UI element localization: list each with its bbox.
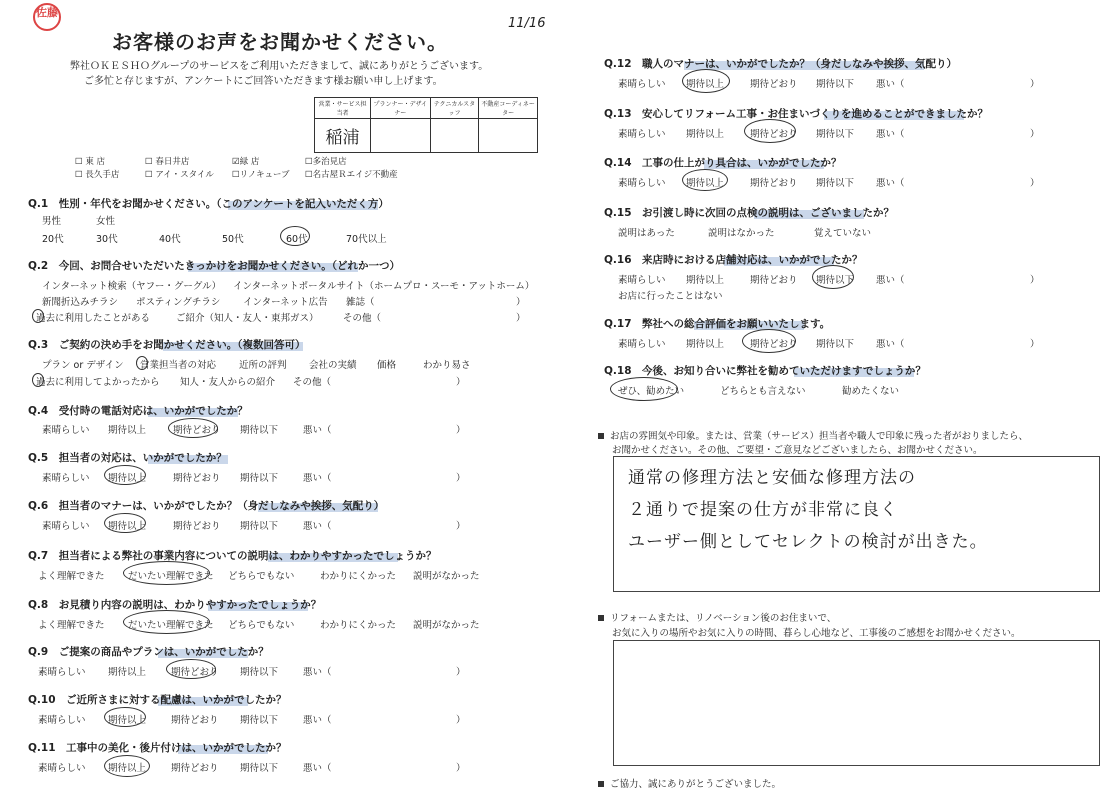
selection-circle [32, 309, 44, 323]
question-q9 [28, 644, 548, 678]
option[interactable]: 40代 [159, 234, 181, 245]
option[interactable]: 期待以上 [108, 667, 147, 678]
option[interactable]: 期待以下 [240, 763, 279, 774]
question-q15 [604, 205, 1104, 239]
selection-circle [742, 329, 796, 353]
comment-prompt-1: お店の雰囲気や印象。または、営業（サービス）担当者や職人で印象に残った者がおりましたら、 [598, 428, 1028, 442]
option[interactable]: 期待以下 [240, 715, 279, 726]
question-label: Q.17 弊社への総合評価をお願いいたします。 [604, 318, 831, 330]
option[interactable]: 期待どおり [171, 763, 219, 774]
option[interactable]: わかり易さ [423, 360, 471, 371]
selection-circle [610, 377, 678, 401]
option[interactable]: 説明はあった [618, 228, 675, 239]
question-q18 [604, 363, 1104, 397]
selection-circle [682, 169, 728, 191]
staff-header: テクニカルスタッフ [430, 98, 479, 119]
question-label: Q.13 安心してリフォーム工事・お住まいづくりを進めることができましたか？ [604, 108, 989, 120]
option-bracket: ） [456, 521, 466, 532]
option[interactable]: 素晴らしい [42, 425, 90, 436]
option[interactable]: 素晴らしい [38, 763, 86, 774]
option[interactable]: 期待以下 [816, 178, 855, 189]
question-q10 [28, 692, 548, 726]
question-label: Q.1 性別・年代をお聞かせください。（このアンケートを記入いただく方） [28, 198, 389, 210]
option-bracket: ） [456, 377, 466, 388]
option[interactable]: ポスティングチラシ [136, 297, 221, 308]
comment-box-2[interactable] [613, 640, 1100, 766]
option-selected[interactable]: 期待以上 [108, 521, 147, 532]
option[interactable]: 期待以下 [816, 339, 855, 350]
option[interactable]: どちらとも言えない [720, 386, 806, 397]
option[interactable]: 素晴らしい [38, 715, 86, 726]
option[interactable]: 新聞折込みチラシ [42, 297, 119, 308]
option[interactable]: 素晴らしい [38, 667, 86, 678]
staff-cell[interactable] [479, 119, 538, 153]
option[interactable]: 悪い（ [303, 425, 332, 436]
question-q4 [28, 403, 548, 436]
question-q12 [604, 56, 1104, 90]
selection-circle [166, 659, 216, 679]
question-label: Q.14 工事の仕上がり具合は、いかがでしたか？ [604, 157, 842, 169]
option[interactable]: 期待以下 [240, 521, 279, 532]
option-selected[interactable]: 期待どおり [750, 339, 798, 350]
selection-circle [123, 610, 210, 634]
question-q1 [28, 196, 548, 245]
question-q16 [604, 252, 1104, 302]
option[interactable]: 期待以上 [108, 425, 147, 436]
option[interactable]: 雑誌（ [346, 297, 375, 308]
option-selected[interactable]: 期待どおり [171, 667, 219, 678]
question-label: Q.12 職人のマナーは、いかがでしたか？（身だしなみや挨拶、気配り） [604, 58, 958, 70]
option[interactable]: 悪い（ [876, 178, 905, 189]
option-selected[interactable]: 期待どおり [750, 129, 798, 140]
option-selected[interactable]: だいたい理解できた [128, 620, 214, 631]
option-selected[interactable]: 期待以上 [108, 473, 147, 484]
option[interactable]: 素晴らしい [618, 178, 666, 189]
selection-circle [168, 418, 218, 438]
option[interactable]: 素晴らしい [42, 473, 90, 484]
selection-circle [280, 226, 310, 246]
staff-name[interactable]: 稲浦 [315, 119, 371, 153]
question-q14 [604, 155, 1104, 189]
option[interactable]: 悪い（ [303, 521, 332, 532]
comment-box-1[interactable] [613, 456, 1100, 592]
store-checkbox[interactable]: ☐ アイ・スタイル [145, 170, 214, 180]
option[interactable]: 期待どおり [173, 473, 221, 484]
question-label: Q.7 担当者による弊社の事業内容についての説明は、わかりやすかったでしょうか？ [28, 550, 437, 562]
option[interactable]: 期待以下 [816, 79, 855, 90]
question-label: Q.4 受付時の電話対応は、いかがでしたか？ [28, 405, 248, 417]
handwritten-comment-line: 通常の修理方法と安価な修理方法の [628, 468, 916, 488]
option-bracket: ） [1030, 178, 1040, 189]
option[interactable]: 説明がなかった [413, 620, 480, 631]
option[interactable]: わかりにくかった [320, 620, 397, 631]
option-selected[interactable]: 期待以上 [686, 79, 725, 90]
option[interactable]: どちらでもない [228, 620, 295, 631]
option-bracket: ） [456, 473, 466, 484]
option[interactable]: 悪い（ [876, 275, 905, 286]
staff-header: 不動産コーディネーター [479, 98, 538, 119]
option[interactable]: 期待以上 [686, 275, 725, 286]
question-label: Q.11 工事中の美化・後片付けは、いかがでしたか？ [28, 742, 287, 754]
option[interactable]: お店に行ったことはない [618, 291, 723, 302]
question-q17 [604, 316, 1104, 350]
option[interactable]: プラン or デザイン [42, 360, 124, 371]
option[interactable]: 女性 [96, 216, 116, 227]
footer-thanks: ご協力、誠にありがとうございました。 [598, 776, 781, 790]
option[interactable]: 期待どおり [173, 521, 221, 532]
question-q3 [28, 337, 548, 388]
selection-circle [104, 755, 150, 777]
store-checkbox[interactable]: ☐ 長久手店 [75, 170, 120, 180]
question-label: Q.8 お見積り内容の説明は、わかりやすかったでしょうか？ [28, 599, 322, 611]
option-selected[interactable]: 期待どおり [173, 425, 221, 436]
question-q13 [604, 106, 1104, 140]
option-selected[interactable]: 過去に利用してよかったから [36, 377, 160, 388]
selection-circle [104, 513, 146, 533]
staff-cell[interactable] [430, 119, 479, 153]
page-title: お客様のお声をお聞かせください。 [112, 30, 448, 54]
option[interactable]: どちらでもない [228, 571, 295, 582]
handwritten-comment-line: ユーザー側としてセレクトの検討が出きた。 [628, 532, 988, 552]
question-label: Q.5 担当者の対応は、いかがでしたか？ [28, 452, 227, 464]
selection-circle [812, 265, 854, 289]
option[interactable]: 期待どおり [171, 715, 219, 726]
question-q2 [28, 258, 548, 324]
option[interactable]: 素晴らしい [618, 129, 666, 140]
option[interactable]: 期待以下 [240, 667, 279, 678]
option-selected[interactable]: 60代 [286, 234, 308, 245]
intro-line-2: ご多忙と存じますが、アンケートにご回答いただきます様お願い申し上げます。 [84, 76, 443, 87]
option[interactable]: 覚えていない [814, 228, 872, 239]
question-q6 [28, 498, 548, 532]
option[interactable]: 説明がなかった [413, 571, 480, 582]
question-q11 [28, 740, 548, 774]
option-bracket: ） [516, 297, 526, 308]
selection-circle [32, 373, 44, 387]
option-bracket: ） [456, 425, 466, 436]
option-selected[interactable]: 期待以上 [108, 763, 147, 774]
question-label: Q.16 来店時における店舗対応は、いかがでしたか？ [604, 254, 863, 266]
selection-circle [744, 119, 796, 143]
option[interactable]: インターネットポータルサイト（ホームプロ・スーモ・アットホーム） [233, 281, 535, 292]
option[interactable]: わかりにくかった [320, 571, 397, 582]
option[interactable]: ご紹介（知人・友人・東邦ガス） [176, 313, 319, 324]
seal-stamp: 佐藤 [33, 3, 61, 31]
option-selected[interactable]: 過去に利用したことがある [36, 313, 151, 324]
option[interactable]: その他（ [293, 377, 332, 388]
question-q5 [28, 450, 548, 484]
option[interactable]: 30代 [96, 234, 118, 245]
option[interactable]: 期待以下 [240, 425, 279, 436]
option[interactable]: 素晴らしい [42, 521, 90, 532]
option-bracket: ） [456, 667, 466, 678]
option-bracket: ） [1030, 79, 1040, 90]
store-checkbox[interactable]: ☐リノキューブ [232, 170, 290, 180]
question-label: Q.15 お引渡し時に次回の点検の説明は、ございましたか？ [604, 207, 895, 219]
question-q7 [28, 548, 548, 582]
option[interactable]: 説明はなかった [708, 228, 775, 239]
store-checkbox[interactable]: ☐ 春日井店 [145, 157, 190, 167]
comment-prompt-2b: お気に入りの場所やお気に入りの時間、暮らし心地など、工事後のご感想をお聞かせください。 [612, 628, 1021, 639]
option[interactable]: 素晴らしい [618, 339, 666, 350]
option[interactable]: 悪い（ [303, 715, 332, 726]
staff-header: プランナー・デザイナー [370, 98, 430, 119]
option-bracket: ） [456, 763, 466, 774]
selection-circle [136, 356, 148, 370]
option-bracket: ） [1030, 129, 1040, 140]
option[interactable]: 悪い（ [303, 763, 332, 774]
option[interactable]: 期待以下 [240, 473, 279, 484]
staff-cell[interactable] [370, 119, 430, 153]
option[interactable]: 期待どおり [750, 275, 798, 286]
option[interactable]: 悪い（ [876, 339, 905, 350]
question-label: Q.18 今後、お知り合いに弊社を勧めていただけますでしょうか？ [604, 365, 926, 377]
option[interactable]: 男性 [42, 216, 62, 227]
option[interactable]: 会社の実績 [309, 360, 357, 371]
option[interactable]: 価格 [377, 360, 397, 371]
question-label: Q.3 ご契約の決め手をお聞かせください。（複数回答可） [28, 339, 306, 351]
question-label: Q.9 ご提案の商品やプランは、いかがでしたか？ [28, 646, 269, 658]
option-selected[interactable]: 期待以下 [816, 275, 855, 286]
option[interactable]: インターネット検索（ヤフー・グーグル） [42, 281, 222, 292]
option[interactable]: 期待どおり [750, 178, 798, 189]
comment-prompt-2: リフォームまたは、リノベーション後のお住まいで、 [598, 610, 836, 624]
option[interactable]: 知人・友人からの紹介 [180, 377, 276, 388]
option-bracket: ） [1030, 275, 1040, 286]
selection-circle [104, 707, 146, 727]
option[interactable]: 悪い（ [303, 667, 332, 678]
intro-line-1: 弊社ＯＫＥＳＨＯグループのサービスをご利用いただきまして、誠にありがとうございます。 [70, 61, 489, 72]
option[interactable]: 期待どおり [750, 79, 798, 90]
option[interactable]: 素晴らしい [618, 275, 666, 286]
option[interactable]: 期待以下 [816, 129, 855, 140]
option-bracket: ） [456, 715, 466, 726]
store-checkbox[interactable]: ☐ 東 店 [75, 157, 106, 167]
option[interactable]: 素晴らしい [618, 79, 666, 90]
option[interactable]: 期待以上 [686, 129, 725, 140]
handwritten-date: 11/16 [508, 16, 546, 31]
option[interactable]: 勧めたくない [842, 386, 900, 397]
option-bracket: ） [1030, 339, 1040, 350]
comment-prompt-1b: お聞かせください。その他、ご要望・ご意見などございましたら、お聞かせください。 [612, 445, 983, 456]
selection-circle [123, 561, 210, 585]
selection-circle [104, 465, 146, 485]
option[interactable]: 期待以上 [686, 339, 725, 350]
store-checkbox[interactable]: ☐名古屋Ｒエイジ不動産 [305, 170, 398, 180]
option-selected[interactable]: 期待以上 [108, 715, 147, 726]
option[interactable]: よく理解できた [38, 620, 105, 631]
option-selected[interactable]: 営業担当者の対応 [140, 360, 217, 371]
question-label: Q.2 今回、お問合せいただいたきっかけをお聞かせください。（どれか一つ） [28, 260, 400, 272]
option[interactable]: インターネット広告 [243, 297, 328, 308]
option-selected[interactable]: ぜひ、勧めたい [618, 386, 685, 397]
store-checkbox-checked[interactable]: ☑緑 店 [232, 157, 260, 167]
question-q8 [28, 597, 548, 631]
option[interactable]: 70代以上 [346, 234, 387, 245]
selection-circle [682, 69, 730, 93]
option[interactable]: 50代 [222, 234, 244, 245]
option[interactable]: 近所の評判 [239, 360, 287, 371]
staff-header: 営業・サービス担当者 [315, 98, 371, 119]
option[interactable]: 悪い（ [303, 473, 332, 484]
option-bracket: ） [516, 313, 526, 324]
option[interactable]: よく理解できた [38, 571, 105, 582]
option[interactable]: 悪い（ [876, 129, 905, 140]
option-selected[interactable]: だいたい理解できた [128, 571, 214, 582]
option[interactable]: その他（ [343, 313, 382, 324]
question-label: Q.6 担当者のマナーは、いかがでしたか？（身だしなみや挨拶、気配り） [28, 500, 385, 512]
option-selected[interactable]: 期待以上 [686, 178, 725, 189]
option[interactable]: 悪い（ [876, 79, 905, 90]
staff-table [314, 97, 538, 153]
question-label: Q.10 ご近所さまに対する配慮は、いかがでしたか？ [28, 694, 287, 706]
store-checkbox[interactable]: ☐多治見店 [305, 157, 347, 167]
handwritten-comment-line: ２通りで提案の仕方が非常に良く [628, 500, 898, 520]
option[interactable]: 20代 [42, 234, 64, 245]
